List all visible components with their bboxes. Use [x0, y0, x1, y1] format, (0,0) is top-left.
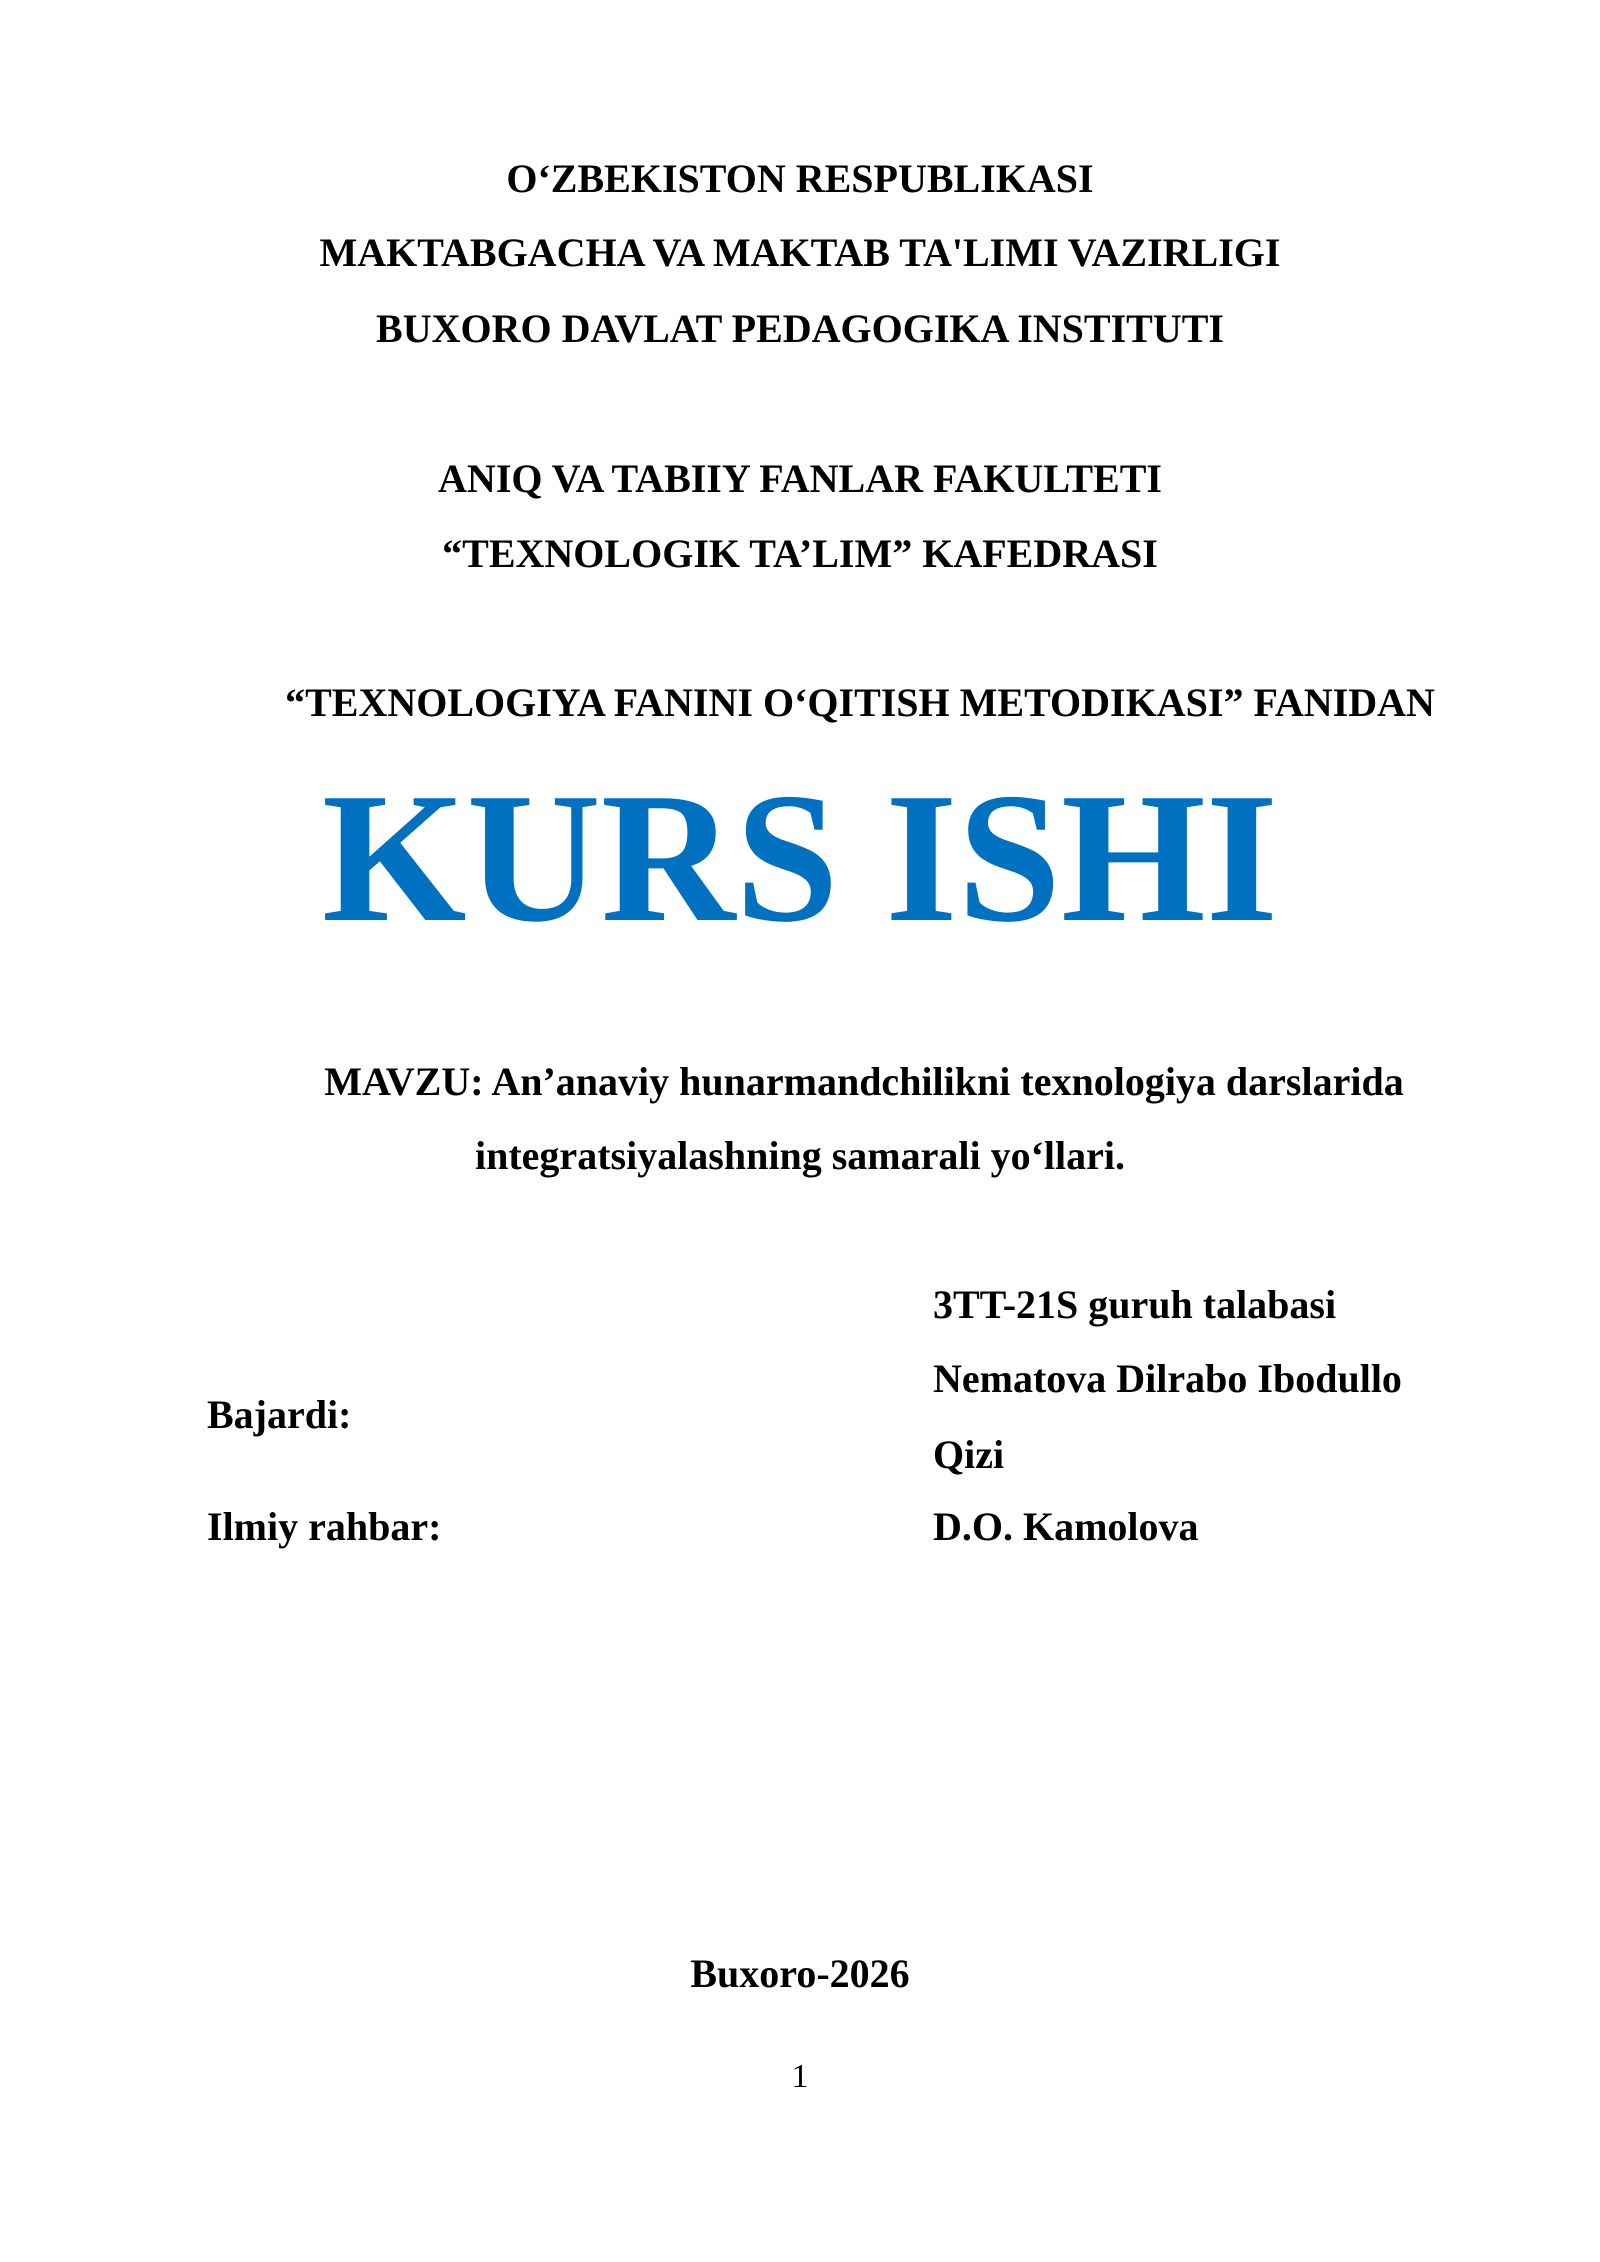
- student-group: 3TT-21S guruh talabasi: [933, 1282, 1337, 1327]
- institute-name: BUXORO DAVLAT PEDAGOGIKA INSTITUTI: [376, 306, 1224, 351]
- page-number: 1: [791, 2058, 809, 2095]
- student-name: Nematova Dilrabo Ibodullo: [933, 1356, 1402, 1401]
- done-by-label: Bajardi:: [207, 1392, 352, 1437]
- department-name: “TEXNOLOGIK TA’LIM” KAFEDRASI: [442, 531, 1158, 576]
- supervisor-name: D.O. Kamolova: [933, 1504, 1199, 1549]
- subject-name: “TEXNOLOGIYA FANINI O‘QITISH METODIKASI” FANIDAN: [285, 680, 1435, 725]
- city-year: Buxoro-2026: [690, 1951, 910, 1996]
- topic-line-1: MAVZU: An’anaviy hunarmandchilikni texnologiya darslarida: [324, 1059, 1404, 1104]
- student-name-continued: Qizi: [933, 1432, 1005, 1477]
- faculty-name: ANIQ VA TABIIY FANLAR FAKULTETI: [438, 456, 1162, 501]
- ministry-name: MAKTABGACHA VA MAKTAB TA'LIMI VAZIRLIGI: [319, 230, 1281, 275]
- ministry-country: O‘ZBEKISTON RESPUBLIKASI: [506, 156, 1094, 201]
- document-title: KURS ISHI: [321, 755, 1279, 961]
- supervisor-label: Ilmiy rahbar:: [207, 1504, 442, 1549]
- topic-line-2: integratsiyalashning samarali yo‘llari.: [475, 1133, 1125, 1178]
